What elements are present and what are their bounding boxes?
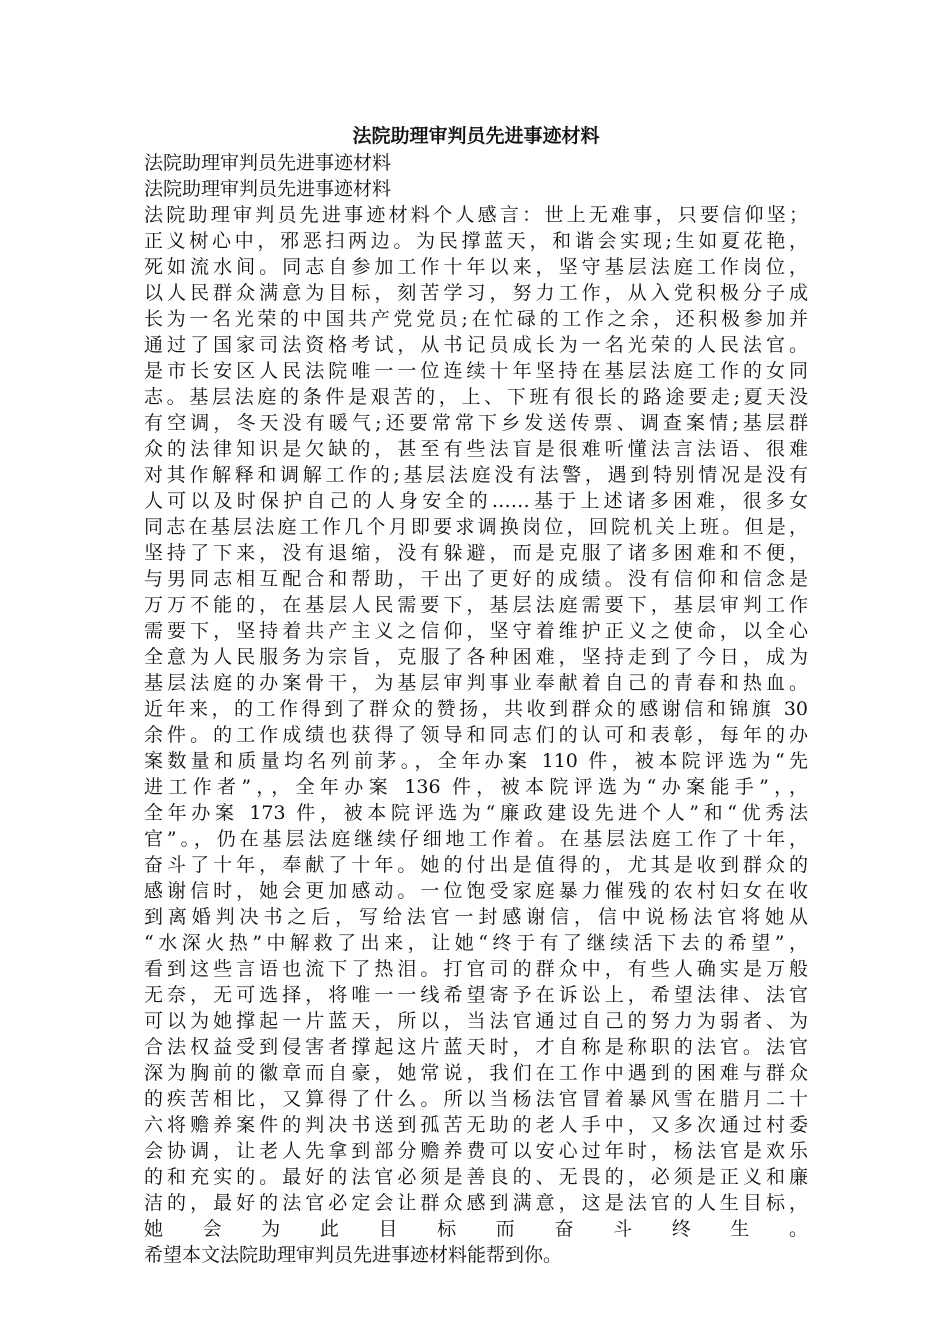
body-text-line: 通过了国家司法资格考试，从书记员成长为一名光荣的人民法官。 <box>144 334 808 356</box>
body-text-line: 余件。的工作成绩也获得了领导和同志们的认可和表彰，每年的办 <box>144 724 808 746</box>
body-text-line: “水深火热”中解救了出来，让她“终于有了继续活下去的希望”， <box>144 932 808 954</box>
body-text-line: 合法权益受到侵害者撑起这片蓝天时，才自称是称职的法官。法官 <box>144 1036 808 1058</box>
body-text-line: 志。基层法庭的条件是艰苦的，上、下班有很长的路途要走;夏天没 <box>144 386 808 408</box>
body-text-line: 官”。，仍在基层法庭继续仔细地工作着。在基层法庭工作了十年， <box>144 828 808 850</box>
body-text-line: 全意为人民服务为宗旨，克服了各种困难，坚持走到了今日，成为 <box>144 646 808 668</box>
body-text-line: 奋斗了十年，奉献了十年。她的付出是值得的，尤其是收到群众的 <box>144 854 808 876</box>
body-text-line: 法院助理审判员先进事迹材料个人感言：世上无难事，只要信仰坚； <box>144 204 808 226</box>
body-text-line: 坚持了下来，没有退缩，没有躲避，而是克服了诸多困难和不便， <box>144 542 808 564</box>
body-text-line: 她会为此目标而奋斗终生。 <box>144 1218 808 1240</box>
body-text-line: 的和充实的。最好的法官必须是善良的、无畏的，必须是正义和廉 <box>144 1166 808 1188</box>
body-text-line: 同志在基层法庭工作几个月即要求调换岗位，回院机关上班。但是， <box>144 516 808 538</box>
body-text-line: 与男同志相互配合和帮助，干出了更好的成绩。没有信仰和信念是 <box>144 568 808 590</box>
body-text-line: 死如流水间。同志自参加工作十年以来，坚守基层法庭工作岗位， <box>144 256 808 278</box>
body-text-line: 正义树心中，邪恶扫两边。为民撑蓝天，和谐会实现;生如夏花艳， <box>144 230 808 252</box>
body-text-line: 万万不能的，在基层人民需要下，基层法庭需要下，基层审判工作 <box>144 594 808 616</box>
body-text-line: 基层法庭的办案骨干，为基层审判事业奉献着自己的青春和热血。 <box>144 672 808 694</box>
body-text-line: 可以为她撑起一片蓝天，所以，当法官通过自己的努力为弱者、为 <box>144 1010 808 1032</box>
body-text-line: 洁的，最好的法官必定会让群众感到满意，这是法官的人生目标， <box>144 1192 808 1214</box>
document-title: 法院助理审判员先进事迹材料 <box>352 125 600 147</box>
body-text-line: 法院助理审判员先进事迹材料 <box>144 178 392 200</box>
body-text-line: 的疾苦相比，又算得了什么。所以当杨法官冒着暴风雪在腊月二十 <box>144 1088 808 1110</box>
body-text-line: 深为胸前的徽章而自豪，她常说，我们在工作中遇到的困难与群众 <box>144 1062 808 1084</box>
document-content <box>144 122 808 1268</box>
body-text-line: 是市长安区人民法院唯一一位连续十年坚持在基层法庭工作的女同 <box>144 360 808 382</box>
body-text-line: 人可以及时保护自己的人身安全的……基于上述诸多困难，很多女 <box>144 490 808 512</box>
body-text-line: 案数量和质量均名列前茅。，全年办案 110 件，被本院评选为“先 <box>144 750 808 772</box>
body-text-line: 希望本文法院助理审判员先进事迹材料能帮到你。 <box>144 1244 563 1266</box>
body-text-line: 看到这些言语也流下了热泪。打官司的群众中，有些人确实是万般 <box>144 958 808 980</box>
document-body <box>144 150 808 1268</box>
body-text-line: 对其作解释和调解工作的;基层法庭没有法警，遇到特别情况是没有 <box>144 464 808 486</box>
body-text-line: 进工作者”，，全年办案 136 件，被本院评选为“办案能手”，， <box>144 776 808 798</box>
body-text-line: 众的法律知识是欠缺的，甚至有些法盲是很难听懂法言法语、很难 <box>144 438 808 460</box>
body-text-line: 以人民群众满意为目标，刻苦学习，努力工作，从入党积极分子成 <box>144 282 808 304</box>
body-text-line: 长为一名光荣的中国共产党党员;在忙碌的工作之余，还积极参加并 <box>144 308 808 330</box>
body-text-line: 法院助理审判员先进事迹材料 <box>144 152 392 174</box>
body-text-line: 感谢信时，她会更加感动。一位饱受家庭暴力催残的农村妇女在收 <box>144 880 808 902</box>
body-text-line: 全年办案 173 件，被本院评选为“廉政建设先进个人”和“优秀法 <box>144 802 808 824</box>
body-text-line: 会协调，让老人先拿到部分赡养费可以安心过年时，杨法官是欢乐 <box>144 1140 808 1162</box>
body-text-line: 近年来，的工作得到了群众的赞扬，共收到群众的感谢信和锦旗 30 <box>144 698 808 720</box>
body-text-line: 六将赡养案件的判决书送到孤苦无助的老人手中，又多次通过村委 <box>144 1114 808 1136</box>
body-text-line: 无奈，无可选择，将唯一一线希望寄予在诉讼上，希望法律、法官 <box>144 984 808 1006</box>
body-text-line: 需要下，坚持着共产主义之信仰，坚守着维护正义之使命，以全心 <box>144 620 808 642</box>
body-text-line: 有空调，冬天没有暖气;还要常常下乡发送传票、调查案情;基层群 <box>144 412 808 434</box>
body-text-line: 到离婚判决书之后，写给法官一封感谢信，信中说杨法官将她从 <box>144 906 808 928</box>
